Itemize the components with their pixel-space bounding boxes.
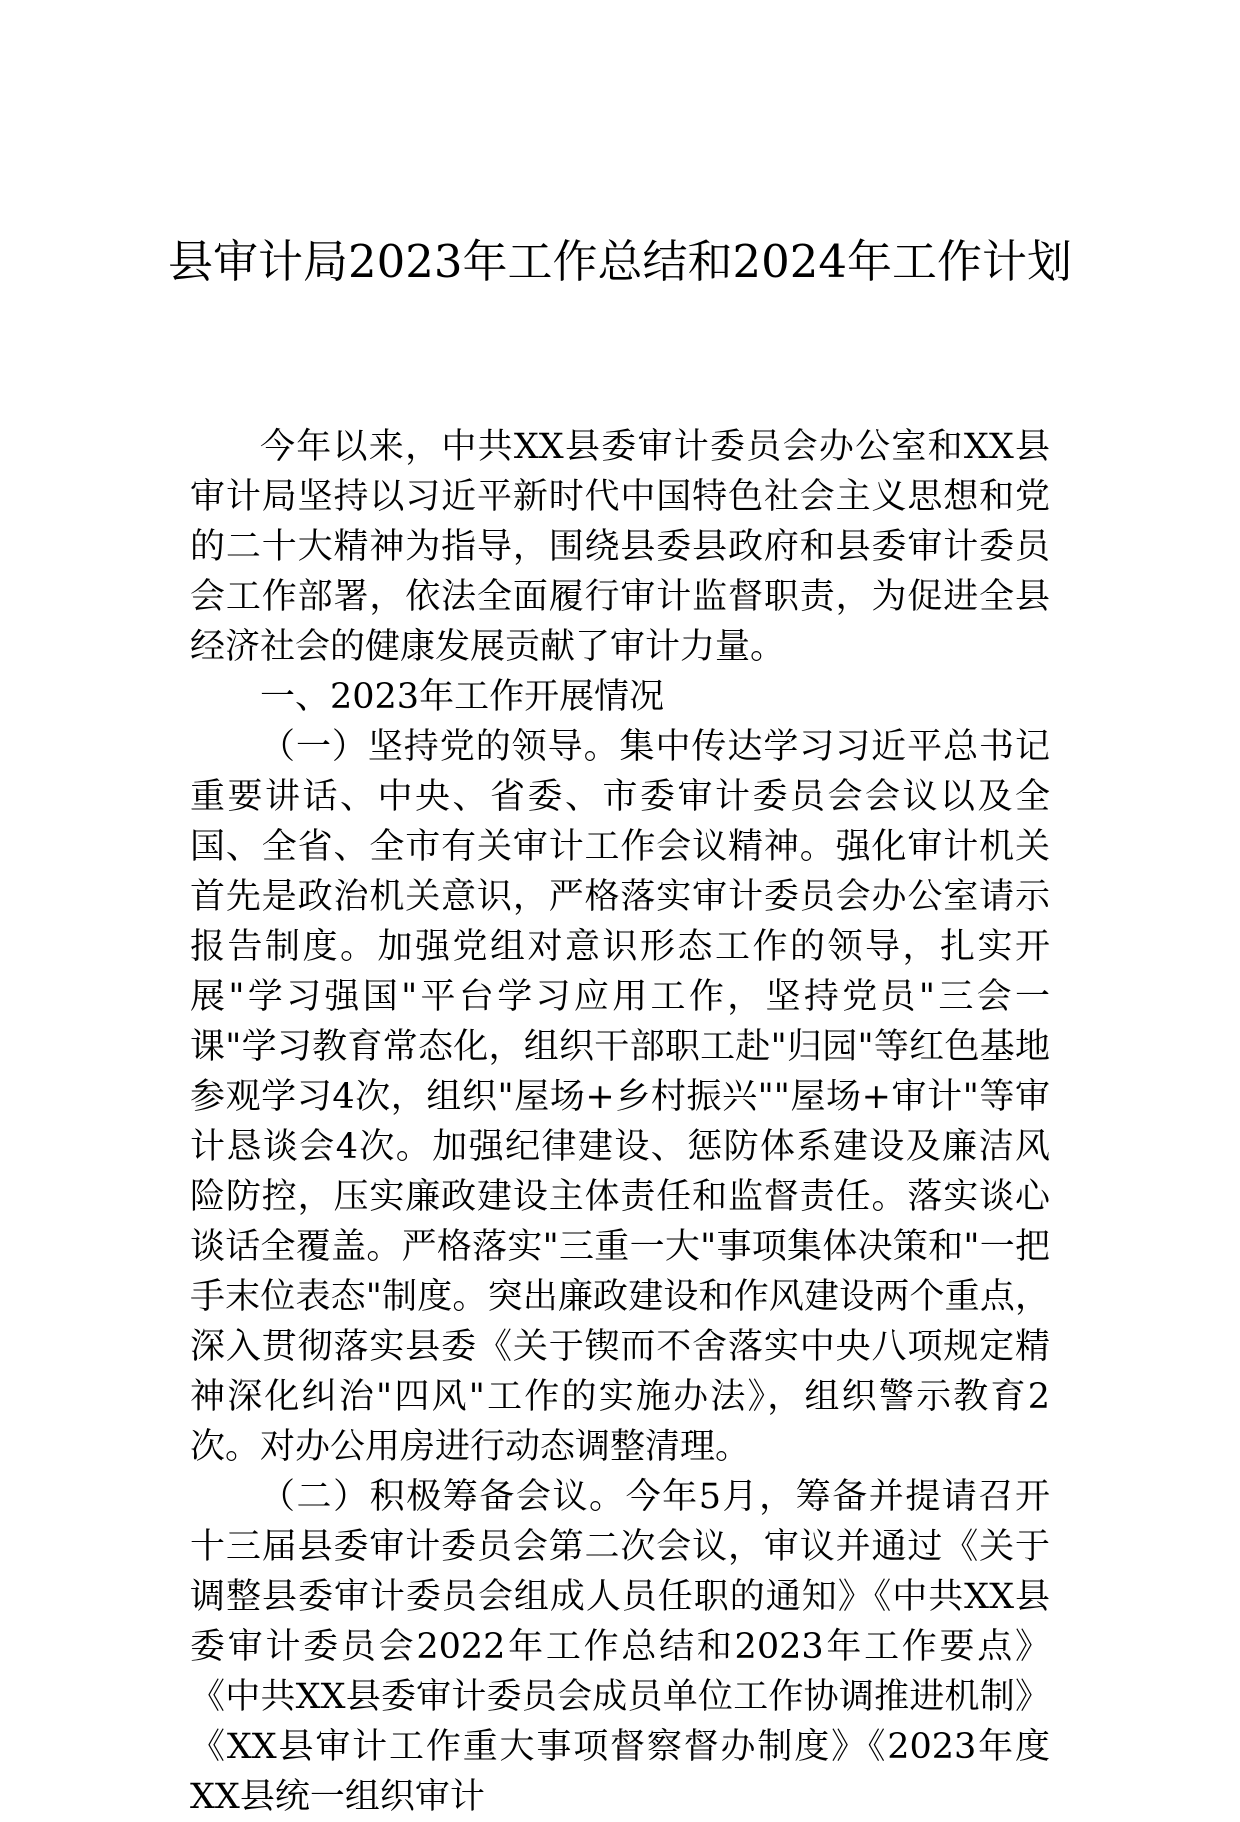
paragraph-meeting-preparation: （二）积极筹备会议。今年5月，筹备并提请召开十三届县委审计委员会第二次会议，审议并通过《关于调整县委审计委员会组成人员任职的通知》《中共XX县委审计委员会2022年工作总结和2023年工作要点》《中共XX县委审计委员会成员单位工作协调推进机制》《XX县审计工作重大事项督察督办制度》《2023年度XX县统一组织审计 bbox=[190, 1477, 1050, 1817]
document-body bbox=[190, 422, 1050, 1822]
section-heading: 一、2023年工作开展情况 bbox=[260, 677, 665, 717]
document-title: 县审计局2023年工作总结和2024年工作计划 bbox=[167, 235, 1073, 288]
paragraph-intro: 今年以来，中共XX县委审计委员会办公室和XX县审计局坚持以习近平新时代中国特色社会主义思想和党的二十大精神为指导，围绕县委县政府和县委审计委员会工作部署，依法全面履行审计监督职责，为促进全县经济社会的健康发展贡献了审计力量。 bbox=[190, 427, 1050, 667]
paragraph-party-leadership: （一）坚持党的领导。集中传达学习习近平总书记重要讲话、中央、省委、市委审计委员会会议以及全国、全省、全市有关审计工作会议精神。强化审计机关首先是政治机关意识，严格落实审计委员会办公室请示报告制度。加强党组对意识形态工作的领导，扎实开展"学习强国"平台学习应用工作，坚持党员"三会一课"学习教育常态化，组织干部职工赴"归园"等红色基地参观学习4次，组织"屋场+乡村振兴""屋场+审计"等审计恳谈会4次。加强纪律建设、惩防体系建设及廉洁风险防控，压实廉政建设主体责任和监督责任。落实谈心谈话全覆盖。严格落实"三重一大"事项集体决策和"一把手末位表态"制度。突出廉政建设和作风建设两个重点，深入贯彻落实县委《关于锲而不舍落实中央八项规定精神深化纠治"四风"工作的实施办法》，组织警示教育2次。对办公用房进行动态调整清理。 bbox=[190, 727, 1050, 1467]
